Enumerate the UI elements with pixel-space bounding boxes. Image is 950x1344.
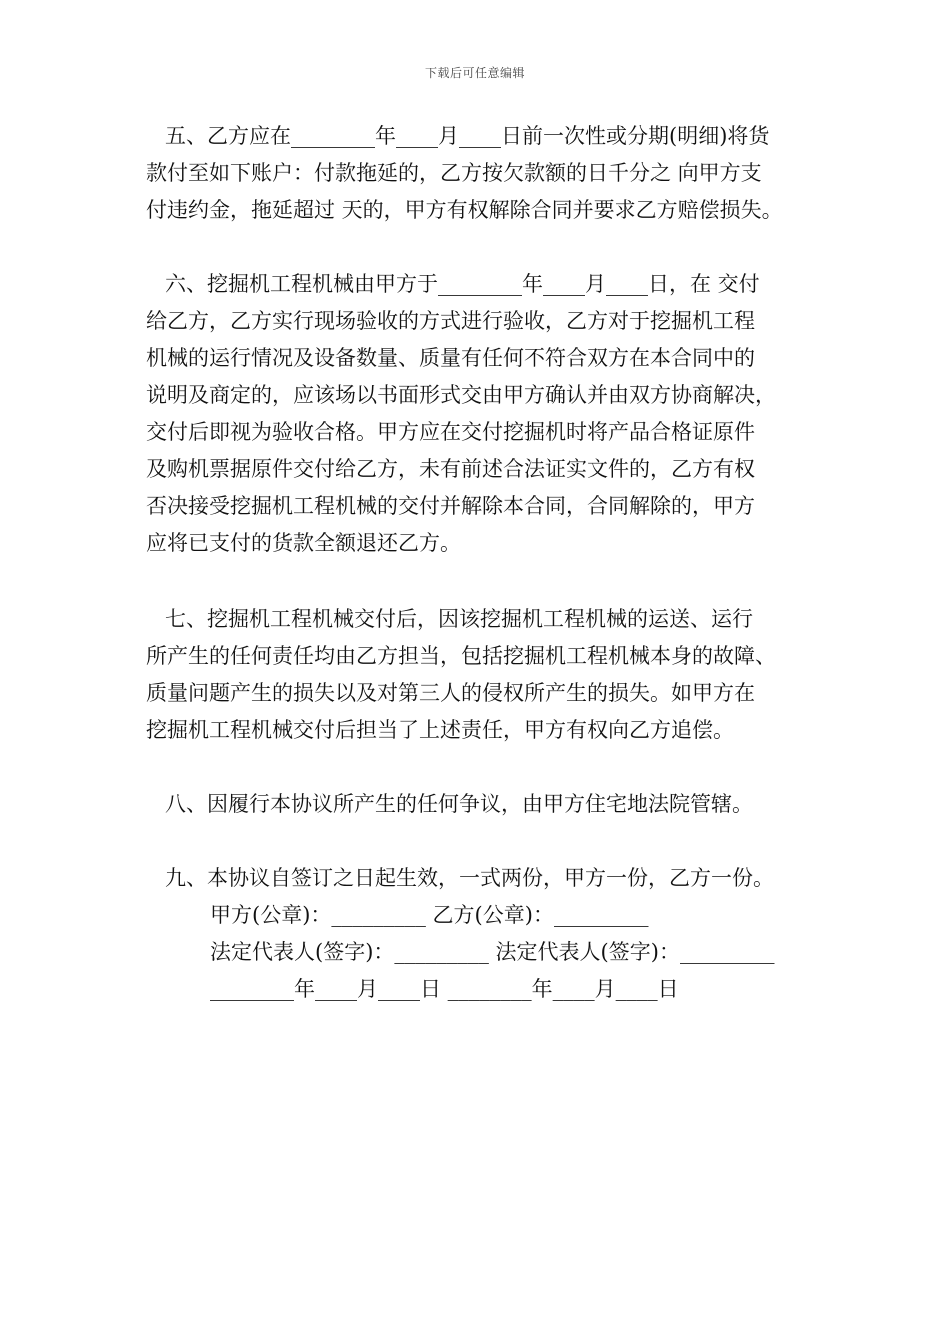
section-7-line-3: 质量问题产生的损失以及对第三人的侵权所产生的损失。如甲方在 — [146, 681, 755, 705]
page-header: 下载后可任意编辑 — [424, 66, 525, 80]
section-9-line-1: 九、本协议自签订之日起生效，一式两份，甲方一份，乙方一份。 — [165, 866, 774, 890]
signature-representative-line: 法定代表人(签字)：_________ 法定代表人(签字)：_________ — [210, 940, 775, 964]
section-6-line-8: 应将已支付的货款全额退还乙方。 — [146, 531, 461, 555]
signature-date-line: ________年____月____日 ________年____月____日 — [210, 977, 679, 1001]
section-7-line-2: 所产生的任何责任均由乙方担当，包括挖掘机工程机械本身的故障、 — [146, 644, 776, 668]
section-7-line-1: 七、挖掘机工程机械交付后，因该挖掘机工程机械的运送、运行 — [165, 607, 753, 631]
section-6-line-3: 机械的运行情况及设备数量、质量有任何不符合双方在本合同中的 — [146, 346, 755, 370]
section-7-line-4: 挖掘机工程机械交付后担当了上述责任，甲方有权向乙方追偿。 — [146, 718, 734, 742]
section-6-line-6: 及购机票据原件交付给乙方，未有前述合法证实文件的，乙方有权 — [146, 457, 755, 481]
section-6-line-4: 说明及商定的，应该场以书面形式交由甲方确认并由双方协商解决， — [146, 383, 776, 407]
section-5-line-2: 款付至如下账户：付款拖延的，乙方按欠款额的日千分之 向甲方支 — [146, 161, 762, 185]
section-5-line-3: 付违约金，拖延超过 天的，甲方有权解除合同并要求乙方赔偿损失。 — [146, 198, 783, 222]
section-5-line-1: 五、乙方应在________年____月____日前一次性或分期(明细)将货 — [165, 124, 770, 148]
section-6-line-2: 给乙方，乙方实行现场验收的方式进行验收，乙方对于挖掘机工程 — [146, 309, 755, 333]
section-6-line-7: 否决接受挖掘机工程机械的交付并解除本合同，合同解除的，甲方 — [146, 494, 755, 518]
section-6-line-5: 交付后即视为验收合格。甲方应在交付挖掘机时将产品合格证原件 — [146, 420, 755, 444]
signature-seal-line: 甲方(公章)：_________ 乙方(公章)：_________ — [210, 903, 649, 927]
section-8-line-1: 八、因履行本协议所产生的任何争议，由甲方住宅地法院管辖。 — [165, 792, 753, 816]
section-6-line-1: 六、挖掘机工程机械由甲方于________年____月____日，在 交付 — [165, 272, 760, 296]
